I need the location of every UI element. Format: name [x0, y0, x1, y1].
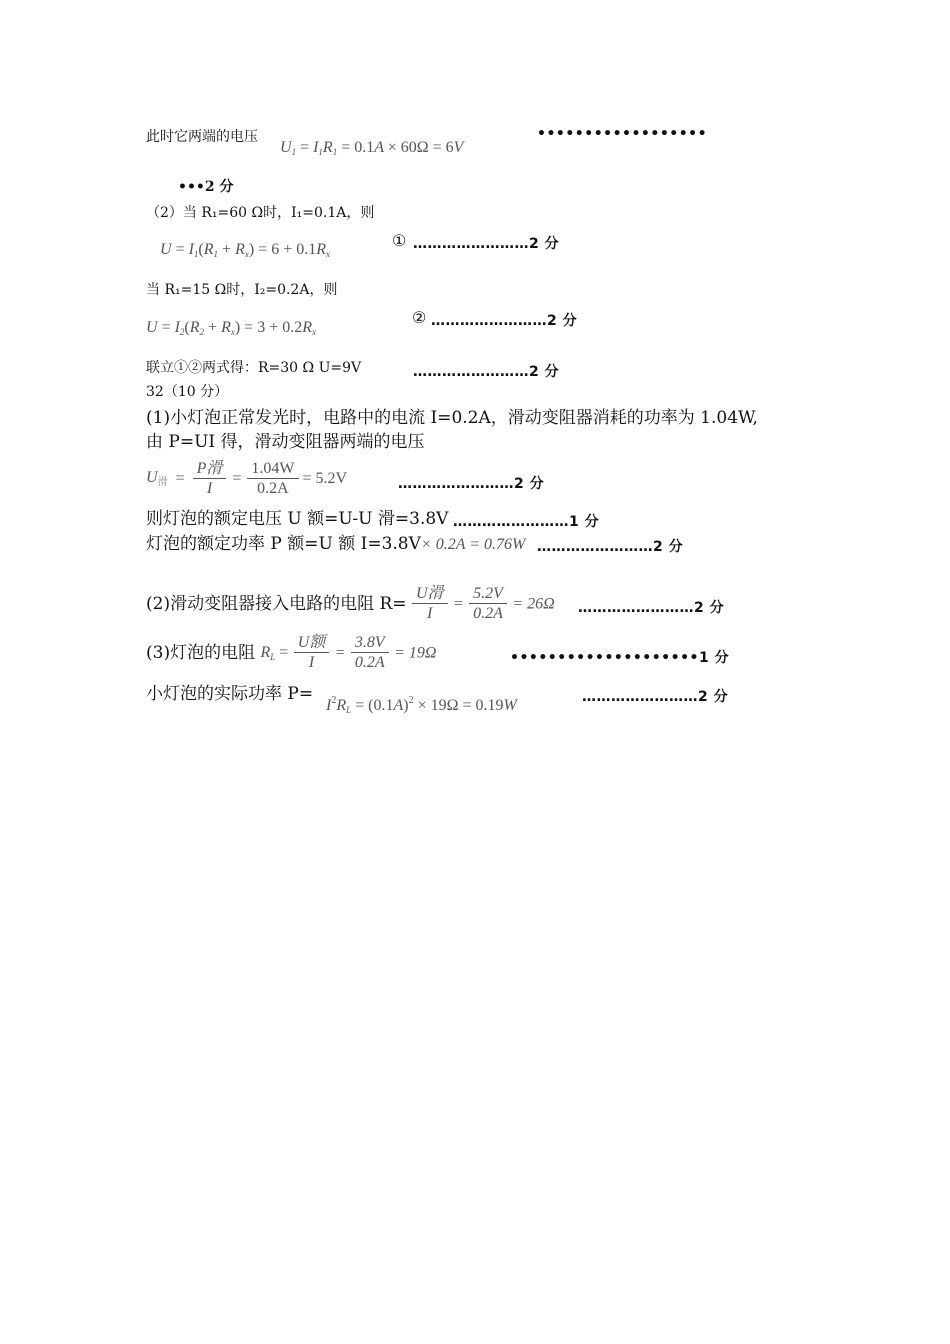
case-2b-condition: 当 R₁=15 Ω时，I₂=0.2A，则	[146, 282, 338, 298]
equation-1: $U = I_1(R_1 + R_x) = 6 + 0.1R_x$	[160, 241, 330, 259]
dots: ••••••••••••••••••	[537, 126, 708, 142]
slide-resistance: (2)滑动变阻器接入电路的电阻 R= $\frac{\text{U滑}}{I}$ = $\frac{5.2V}{0.2A}$ = 26Ω	[146, 585, 555, 623]
actual-power: 小灯泡的实际功率 P=	[146, 684, 314, 704]
score-dots: ••••••••••••••••••••1 分	[510, 650, 730, 666]
part-1-text: (1)小灯泡正常发光时，电路中的电流 I=0.2A，滑动变阻器消耗的功率为 1.04W,	[146, 408, 758, 428]
score-dots: ……………………2 分	[413, 364, 560, 380]
part-1-text-2: 由 P=UI 得，滑动变阻器两端的电压	[146, 432, 425, 452]
text: 灯泡的额定功率 P 额=U 额 I=3.8V	[146, 534, 421, 554]
score-dots: ……………………2 分	[582, 689, 729, 705]
solve-result: 联立①②两式得：R=30 Ω U=9V	[146, 360, 362, 376]
score-dots: ……………………2 分	[413, 236, 560, 252]
score-dots: ……………………2 分	[431, 313, 578, 329]
fraction: $\frac{\text{P滑}}{I}$	[193, 460, 227, 499]
equation-2: $U = I_2(R_2 + R_x) = 3 + 0.2R_x$	[146, 319, 316, 337]
question-number: 32（10 分）	[146, 384, 229, 400]
fraction: $\frac{5.2V}{0.2A}$	[469, 585, 507, 624]
mark-2: ②	[412, 308, 427, 327]
score-dots: ……………………1 分	[453, 514, 600, 530]
fraction: $\frac{\text{U滑}}{I}$	[412, 585, 448, 624]
equation-actual-power: $I^2R_L = (0.1A)^2 \times 19\Omega = 0.19W$	[326, 695, 517, 715]
fraction: $\frac{1.04W}{0.2A}$	[247, 460, 298, 499]
fraction: $\frac{\text{U额}}{I}$	[294, 634, 330, 673]
voltage-intro	[146, 130, 258, 144]
text: (3)灯泡的电阻	[146, 642, 256, 663]
lamp-resistance: (3)灯泡的电阻 $R_L$ = $\frac{\text{U额}}{I}$ = $\frac{3.8V}{0.2A}$ = 19Ω	[146, 634, 437, 672]
score-tail: •••2 分	[178, 179, 234, 195]
rated-voltage: 则灯泡的额定电压 U 额=U-U 滑=3.8V	[146, 509, 449, 529]
equation-slide-voltage: U滑 = $\frac{\text{P滑}}{I}$ = $\frac{1.04W}{0.2A}$ = 5.2V	[146, 460, 348, 498]
score-dots: ……………………2 分	[578, 600, 725, 616]
mark-1: ①	[392, 231, 407, 250]
text: 此时它两端的电压	[146, 129, 258, 145]
text: (2)滑动变阻器接入电路的电阻 R=	[146, 593, 407, 614]
score-dots: ……………………2 分	[398, 476, 545, 492]
rated-power	[146, 536, 525, 553]
score-dots: ……………………2 分	[537, 539, 684, 555]
equation: × 0.2A = 0.76W	[420, 536, 526, 553]
fraction: $\frac{3.8V}{0.2A}$	[351, 634, 389, 673]
equation-u1: $U_1 = I_1R_1 = 0.1A \times 60\Omega = 6V$	[280, 139, 464, 157]
case-2-condition: （2）当 R₁=60 Ω时，I₁=0.1A，则	[146, 205, 375, 221]
